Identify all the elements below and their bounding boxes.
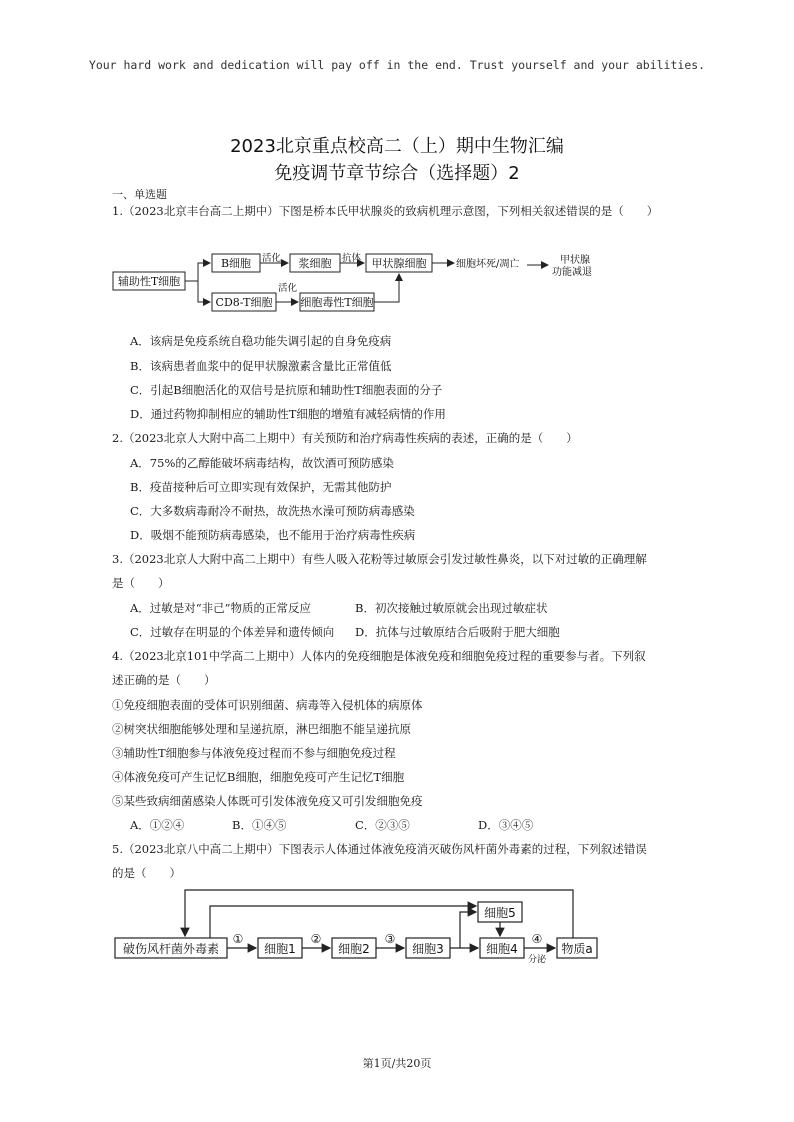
b-cell-box — [212, 254, 260, 272]
q1-option-b: B．该病患者血浆中的促甲状腺激素含量比正常值低 — [130, 359, 392, 373]
question-1-stem: 1.（2023北京丰台高二上期中）下图是桥本氏甲状腺炎的致病机理示意图，下列相关叙述错误的是（ ） — [112, 204, 659, 218]
q4-option-c: C．②③⑤ — [355, 818, 410, 832]
death-label: 细胞坏死/凋亡 — [456, 259, 520, 270]
cell2-box — [332, 938, 376, 958]
q4-item-5: ⑤某些致病细菌感染人体既可引发体液免疫又可引发细胞免疫 — [112, 794, 423, 808]
q3-option-d: D．抗体与过敏原结合后吸附于肥大细胞 — [355, 625, 560, 639]
q3-option-b: B．初次接触过敏原就会出现过敏症状 — [355, 601, 548, 615]
q3-option-c: C．过敏存在明显的个体差异和遗传倾向 — [130, 625, 335, 639]
question-5-stem: 5.（2023北京八中高二上期中）下图表示人体通过体液免疫消灭破伤风杆菌外毒素的过程，下列叙述错误 — [112, 842, 647, 856]
result-label-1: 甲状腺 — [560, 255, 590, 266]
substance-box — [557, 938, 597, 958]
q3-option-a: A．过敏是对“非己”物质的正常反应 — [130, 601, 312, 615]
cell2-label: 细胞2 — [338, 942, 370, 956]
q1-option-a: A．该病是免疫系统自稳功能失调引起的自身免疫病 — [130, 334, 392, 348]
secrete-label: 分泌 — [527, 955, 547, 965]
q2-option-b: B．疫苗接种后可立即实现有效保护，无需其他防护 — [130, 480, 392, 494]
step-4-label: ④ — [531, 932, 543, 946]
page-footer: 第1页/共20页 — [362, 1057, 432, 1070]
toxin-box — [115, 938, 227, 958]
q4-item-3: ③辅助性T细胞参与体液免疫过程而不参与细胞免疫过程 — [112, 746, 396, 760]
activate-label-1: 活化 — [262, 253, 282, 264]
cell3-box — [406, 938, 450, 958]
plasma-label: 浆细胞 — [298, 257, 332, 270]
substance-label: 物质a — [561, 942, 593, 956]
cell1-label: 细胞1 — [264, 942, 296, 956]
q4-item-1: ①免疫细胞表面的受体可识别细菌、病毒等入侵机体的病原体 — [112, 698, 423, 712]
cell3-label: 细胞3 — [412, 942, 444, 956]
question-3-stem-cont: 是（ ） — [112, 576, 170, 590]
cell5-box — [478, 902, 522, 922]
cell5-label: 细胞5 — [484, 906, 516, 920]
q4-option-d: D．③④⑤ — [478, 818, 534, 832]
helper-t-box — [113, 272, 185, 290]
motto-banner: Your hard work and dedication will pay off in the end. Trust yourself and your abilities. — [88, 58, 706, 72]
section-heading: 一、单选题 — [112, 188, 167, 201]
step-1-label: ① — [232, 932, 244, 946]
cd8-box — [212, 293, 276, 311]
page-subtitle: 免疫调节章节综合（选择题）2 — [274, 163, 520, 184]
cell1-box — [258, 938, 302, 958]
activate-label-2: 活化 — [278, 283, 298, 294]
q2-option-a: A．75%的乙醇能破坏病毒结构，故饮酒可预防感染 — [130, 456, 394, 470]
cd8-label: CD8-T细胞 — [215, 296, 273, 309]
q4-option-b: B．①④⑤ — [232, 818, 287, 832]
q4-option-a: A．①②④ — [130, 818, 185, 832]
page-title: 2023北京重点校高二（上）期中生物汇编 — [230, 136, 564, 157]
q2-option-d: D．吸烟不能预防病毒感染，也不能用于治疗病毒性疾病 — [130, 528, 416, 542]
question-3-stem: 3.（2023北京人大附中高二上期中）有些人吸入花粉等过敏原会引发过敏性鼻炎，以下对过敏的正确理解 — [112, 552, 647, 566]
thyroid-box — [366, 254, 432, 272]
question-4-stem-cont: 述正确的是（ ） — [112, 673, 216, 687]
toxin-label: 破伤风杆菌外毒素 — [122, 942, 220, 956]
cell4-label: 细胞4 — [486, 942, 518, 956]
step-2-label: ② — [310, 932, 322, 946]
step-3-label: ③ — [384, 932, 396, 946]
cytotoxic-box — [300, 293, 374, 311]
b-cell-label: B细胞 — [220, 257, 252, 270]
q4-item-2: ②树突状细胞能够处理和呈递抗原，淋巴细胞不能呈递抗原 — [112, 722, 411, 736]
question-2-stem: 2.（2023北京人大附中高二上期中）有关预防和治疗病毒性疾病的表述，正确的是（ ） — [112, 431, 578, 445]
q2-option-c: C．大多数病毒耐冷不耐热，故洗热水澡可预防病毒感染 — [130, 504, 415, 518]
question-4-stem: 4.（2023北京101中学高二上期中）人体内的免疫细胞是体液免疫和细胞免疫过程的重要参与者。下列叙 — [112, 649, 646, 663]
thyroid-label: 甲状腺细胞 — [371, 257, 427, 270]
cell4-box — [480, 938, 524, 958]
question-5-stem-cont: 的是（ ） — [112, 866, 181, 880]
cytotoxic-label: 细胞毒性T细胞 — [300, 296, 374, 309]
plasma-box — [290, 254, 340, 272]
q1-option-c: C．引起B细胞活化的双信号是抗原和辅助性T细胞表面的分子 — [130, 383, 443, 397]
antibody-label: 抗体 — [342, 253, 362, 264]
q4-item-4: ④体液免疫可产生记忆B细胞，细胞免疫可产生记忆T细胞 — [112, 770, 405, 784]
result-label-2: 功能减退 — [552, 267, 592, 278]
helper-t-label: 辅助性T细胞 — [117, 275, 181, 288]
q1-option-d: D．通过药物抑制相应的辅助性T细胞的增殖有减轻病情的作用 — [130, 407, 446, 421]
